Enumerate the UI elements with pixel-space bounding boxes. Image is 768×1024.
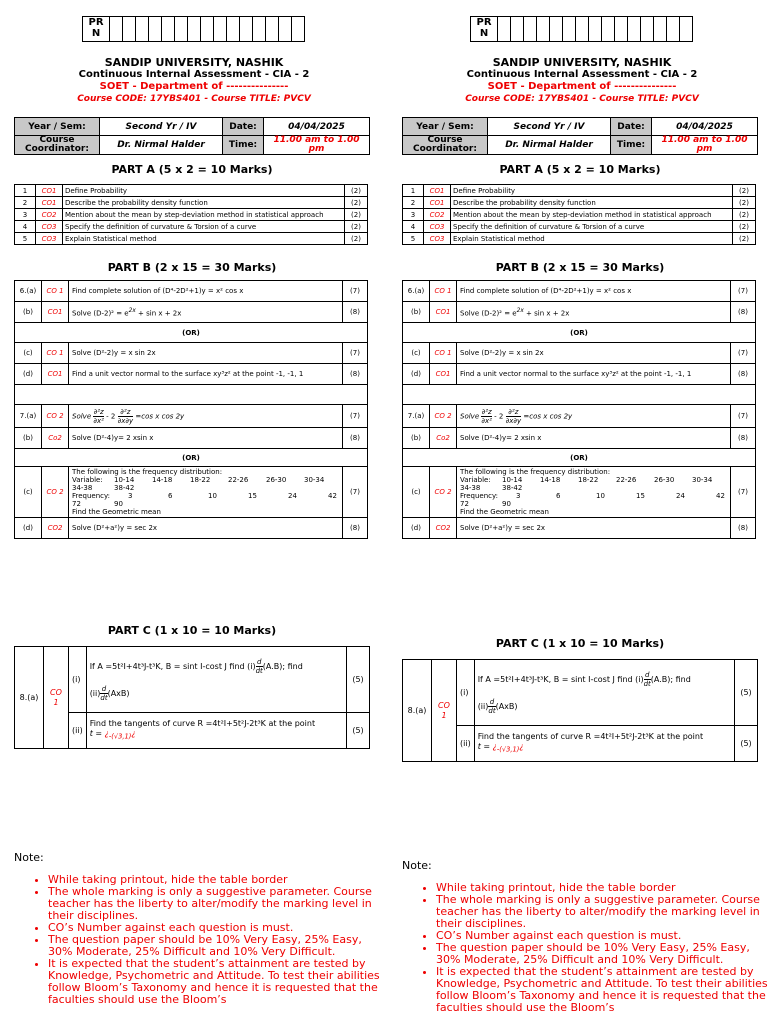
table-row: (d) CO1 Find a unit vector normal to the surface xy³z² at the point -1, -1, 1 (8) (15, 364, 368, 385)
part-a-title: PART A (5 x 2 = 10 Marks) (499, 163, 661, 176)
table-row: 4 CO3 Specify the definition of curvature & Torsion of a curve (2) (15, 221, 368, 233)
part-b-table (14, 280, 368, 539)
table-row: 5 CO3 Explain Statistical method (2) (15, 233, 368, 245)
date-label: Date: (223, 118, 264, 136)
table-row: (b) CO1 Solve $(D-2)^2 = e^{2x} + \sin x + 2x$ (8) (15, 302, 368, 323)
assessment-title: Continuous Internal Assessment - CIA - 2 (78, 69, 310, 80)
table-row: (c) CO 2 The following is the frequency distribution: Variable: 10-14 14-18 18-22 22-26 26-30 30-34 34-38 38-42 Frequency: 3 6 10 15 24 42 72 90 Find the Geometric mean (7) (15, 467, 368, 518)
table-row: 3 CO2 Mention about the mean by step-deviation method in statistical approach (2) (15, 209, 368, 221)
part-c-title: PART C (1 x 10 = 10 Marks) (107, 624, 277, 637)
note-section: Note: • While taking printout, hide the table border • The whole marking is only a suggestive parameter. Course teacher has the liberty to alter/modify the marking level in their disciplines. • CO’s Number against each question is must. • The question paper should be 10% Very Easy, 25% Easy, 30% Moderate, 25% Difficult and 10% Very Difficult. • It is expected that the student’s attainment are tested by Knowledge, Psychometric and Attitude. To test their abilities follow Bloom’s Taxonomy and hence it is requested that the faculties should use the Bloom’s (402, 860, 768, 1014)
part-c-table: 8.(a) CO 1 (i) If A =5t²I+4t³J-t³K, B = sint I-cost J find (i) $\frac{d}{dt}$ (A.B); find (ii) $\frac{d}{dt}$ (AxB) (5) (ii) Find the tangents of curve R =4t²I+5t²J-2t³K at the point $t = ¿_{-(√3,1)}¿$ (5) (14, 646, 370, 749)
table-row: (b) Co2 Solve (D²-4)y= 2 xsin x (8) (15, 428, 368, 449)
pr-label: PR N (471, 17, 498, 41)
part-b-title: PART B (2 x 15 = 30 Marks) (107, 261, 277, 274)
time-value: 11.00 am to 1.00 pm (264, 136, 370, 155)
department: SOET - Department of --------------- (99, 81, 289, 92)
year-value: Second Yr / IV (100, 118, 223, 136)
pr-label: PR N (83, 17, 110, 41)
pr-number-box (470, 16, 693, 42)
table-row: 2 CO1 Describe the probability density function (2) (403, 197, 756, 209)
part-a-table (402, 184, 756, 245)
or-row: (OR) (15, 449, 368, 467)
table-row: (d) CO2 Solve (D²+a²)y = sec 2x (8) (15, 518, 368, 539)
university-name: SANDIP UNIVERSITY, NASHIK (492, 56, 672, 69)
table-row: 3 CO2 Mention about the mean by step-deviation method in statistical approach (2) (403, 209, 756, 221)
header (14, 57, 374, 105)
table-row: 6.(a) CO 1 Find complete solution of (D⁴-2D²+1)y = x² cos x (7) (15, 281, 368, 302)
part-c-title: PART C (1 x 10 = 10 Marks) (495, 637, 665, 650)
table-row: 1 CO1 Define Probability (2) (403, 185, 756, 197)
table-row: 7.(a) CO 2 Solve $\frac{\text{∂²z}}{\text{∂x²}}$ - 2 $\frac{\text{∂²z}}{\partial x\partial y}$ =cos x cos 2y (7) (15, 405, 368, 428)
table-row: 4 CO3 Specify the definition of curvature & Torsion of a curve (2) (403, 221, 756, 233)
note-title: Note: (14, 851, 44, 864)
coordinator-label: Course Coordinator: (15, 136, 100, 155)
spacer-row (15, 385, 368, 405)
or-row: (OR) (15, 323, 368, 343)
assessment-title: Continuous Internal Assessment - CIA - 2 (466, 69, 698, 80)
time-label: Time: (223, 136, 264, 155)
table-row: (c) CO 1 Solve (D²-2)y = x sin 2x (7) (15, 343, 368, 364)
date-value: 04/04/2025 (264, 118, 370, 136)
part-b-title: PART B (2 x 15 = 30 Marks) (495, 261, 665, 274)
note-title: Note: (402, 859, 432, 872)
university-name: SANDIP UNIVERSITY, NASHIK (104, 56, 284, 69)
part-b-table: 6.(a) CO 1 Find complete solution of (D⁴-2D²+1)y = x² cos x (7) (b) CO1 Solve $(D-2)^2 = e^{2x} + \sin x + 2x$ (8) (OR) (c) CO 1 Solve (D²-2)y = x sin 2x (7) (d) CO1 Find a unit vector normal to the surface xy³z² at the point -1, -1, 1 (8) 7.(a) CO 2 Solve $\frac{\text{∂²z}}{\text{∂x²}}$ - 2 $\frac{\text{∂²z}}{\partial x\partial y}$ =cos x cos 2y (7) (b) Co2 Solve (D²-4)y= 2 xsin x (8) (OR) (c) CO 2 The following is the frequency distribution: Variable: 10-14 14-18 18-22 22-26 26-30 30-34 34-38 38-42 Frequency: 3 6 10 15 24 42 72 90 Find the Geometric mean (7) (d) CO2 Solve (D²+a²)y = sec 2x (8) (402, 280, 756, 539)
course-line: Course CODE: 17YBS401 - Course TITLE: PVCV (77, 94, 311, 104)
course-line: Course CODE: 17YBS401 - Course TITLE: PVCV (465, 94, 699, 104)
note-section: Note: • While taking printout, hide the table border • The whole marking is only a suggestive parameter. Course teacher has the liberty to alter/modify the marking level in their disciplines. • CO’s Number against each question is must. • The question paper should be 10% Very Easy, 25% Easy, 30% Moderate, 25% Difficult and 10% Very Difficult. • It is expected that the student’s attainment are tested by Knowledge, Psychometric and Attitude. To test their abilities follow Bloom’s Taxonomy and hence it is requested that the faculties should use the Bloom’s (14, 852, 389, 1006)
info-table (14, 117, 370, 155)
part-c-table: 8.(a) CO 1 (i) If A =5t²I+4t³J-t³K, B = sint I-cost J find (i) $\frac{d}{dt}$ (A.B); find (ii) $\frac{d}{dt}$ (AxB) (5) (ii) Find the tangents of curve R =4t²I+5t²J-2t³K at the point $t = ¿_{-(√3,1)}¿$ (5) (402, 659, 758, 762)
year-label: Year / Sem: (15, 118, 100, 136)
table-row: 1 CO1 Define Probability (2) (15, 185, 368, 197)
info-table: Year / Sem: Second Yr / IV Date: 04/04/2025 Course Coordinator: Dr. Nirmal Halder Time: 11.00 am to 1.00 pm (402, 117, 758, 155)
pr-number-box (82, 16, 305, 42)
part-a-title: PART A (5 x 2 = 10 Marks) (111, 163, 273, 176)
table-row: 2 CO1 Describe the probability density function (2) (15, 197, 368, 209)
part-a-table (14, 184, 368, 245)
coordinator-value: Dr. Nirmal Halder (100, 136, 223, 155)
table-row: 5 CO3 Explain Statistical method (2) (403, 233, 756, 245)
header (402, 57, 762, 105)
department: SOET - Department of --------------- (487, 81, 677, 92)
